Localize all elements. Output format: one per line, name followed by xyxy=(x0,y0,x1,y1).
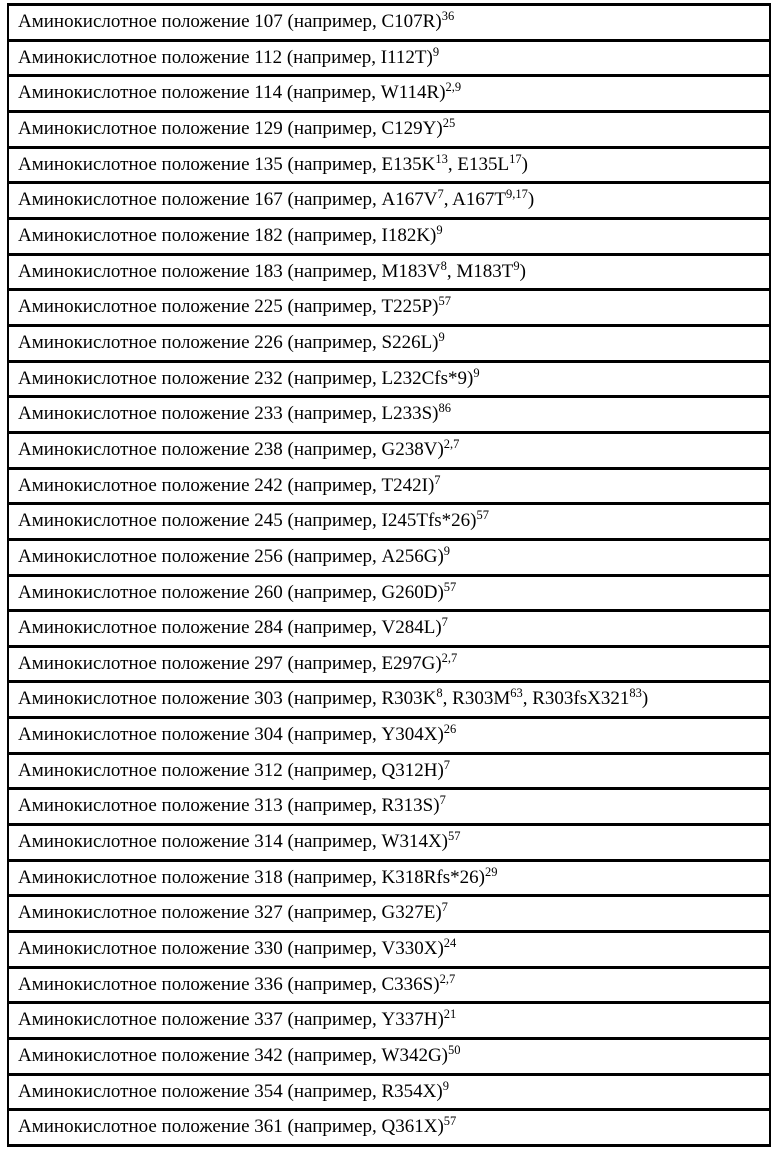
table-row xyxy=(9,398,769,434)
table-row xyxy=(9,683,769,719)
table-row xyxy=(9,327,769,363)
row-superscript: 9 xyxy=(473,365,480,380)
table-row xyxy=(9,470,769,506)
table-row xyxy=(9,77,769,113)
row-superscript: 7 xyxy=(437,187,444,202)
row-superscript: 8 xyxy=(436,686,443,701)
row-text: Аминокислотное положение 238 (например, G238V) xyxy=(18,438,444,460)
row-superscript: 9,17 xyxy=(505,187,528,202)
row-superscript: 13 xyxy=(435,151,448,166)
row-text: Аминокислотное положение 330 (например, V330X) xyxy=(18,938,444,960)
table-row xyxy=(9,149,769,185)
row-text: Аминокислотное положение 260 (например, G260D) xyxy=(18,581,444,603)
row-text: Аминокислотное положение 242 (например, T242I) xyxy=(18,474,435,496)
row-text: Аминокислотное положение 327 (например, G327E) xyxy=(18,902,442,924)
table-row xyxy=(9,790,769,826)
row-superscript: 7 xyxy=(443,757,451,772)
table-row xyxy=(9,42,769,78)
table-row xyxy=(9,184,769,220)
table-row xyxy=(9,897,769,933)
row-text: Аминокислотное положение 182 (например, I182K) xyxy=(18,224,437,246)
row-text: Аминокислотное положение 361 (например, Q361X) xyxy=(18,1116,444,1138)
row-superscript: 2,7 xyxy=(439,971,456,986)
row-text: Аминокислотное положение 304 (например, Y304X) xyxy=(18,724,444,746)
row-text: Аминокислотное положение 313 (например, R313S) xyxy=(18,795,440,817)
row-superscript: 25 xyxy=(442,115,456,130)
row-superscript: 17 xyxy=(509,151,522,166)
row-text: , A167T xyxy=(443,189,506,211)
table-row xyxy=(9,6,769,42)
row-superscript: 29 xyxy=(484,864,498,879)
table-row xyxy=(9,933,769,969)
row-superscript: 9 xyxy=(443,543,451,558)
row-text: Аминокислотное положение 233 (например, L233S) xyxy=(18,403,439,425)
table-row xyxy=(9,113,769,149)
row-text: Аминокислотное положение 135 (например, E135K xyxy=(18,153,436,175)
row-text: Аминокислотное положение 232 (например, L232Cfs*9) xyxy=(18,367,474,389)
table-row xyxy=(9,1004,769,1040)
row-text: Аминокислотное положение 318 (например, K318Rfs*26) xyxy=(18,866,485,888)
row-superscript: 83 xyxy=(629,686,642,701)
table-row xyxy=(9,719,769,755)
row-superscript: 36 xyxy=(441,9,455,23)
row-superscript: 57 xyxy=(443,579,457,594)
row-superscript: 2,7 xyxy=(441,650,458,665)
row-text: Аминокислотное положение 284 (например, V284L) xyxy=(18,617,442,639)
table-row xyxy=(9,969,769,1005)
table-row xyxy=(9,612,769,648)
row-text: Аминокислотное положение 129 (например, C129Y) xyxy=(18,117,443,139)
row-text: , R303fsX321 xyxy=(522,688,630,710)
table-row xyxy=(9,1111,769,1147)
row-text: , E135L xyxy=(447,153,510,175)
amino-acid-position-table xyxy=(7,3,771,1147)
row-superscript: 26 xyxy=(443,722,457,737)
row-superscript: 9 xyxy=(513,258,520,273)
row-superscript: 2,9 xyxy=(445,80,462,95)
row-superscript: 7 xyxy=(439,793,446,808)
row-superscript: 57 xyxy=(438,294,452,309)
row-text: Аминокислотное положение 225 (например, T225P) xyxy=(18,296,439,318)
row-superscript: 21 xyxy=(443,1007,457,1022)
row-text: ) xyxy=(519,260,526,282)
row-text: Аминокислотное положение 312 (например, Q312H) xyxy=(18,759,444,781)
row-text: Аминокислотное положение 256 (например, A256G) xyxy=(18,545,444,567)
row-superscript: 7 xyxy=(434,472,441,487)
row-text: Аминокислотное положение 297 (например, E297G) xyxy=(18,652,442,674)
row-superscript: 63 xyxy=(510,686,523,701)
row-superscript: 2,7 xyxy=(443,436,460,451)
row-superscript: 9 xyxy=(438,329,445,344)
table-row xyxy=(9,256,769,292)
row-superscript: 7 xyxy=(441,900,448,915)
row-text: Аминокислотное положение 303 (например, R303K xyxy=(18,688,437,710)
row-text: Аминокислотное положение 337 (например, Y337H) xyxy=(18,1009,444,1031)
row-text: Аминокислотное положение 336 (например, C336S) xyxy=(18,973,440,995)
row-superscript: 86 xyxy=(438,401,452,416)
table-row xyxy=(9,541,769,577)
row-text: ) xyxy=(527,189,535,211)
table-row xyxy=(9,363,769,399)
row-text: Аминокислотное положение 314 (например, W314X) xyxy=(18,831,448,853)
row-superscript: 9 xyxy=(432,44,440,59)
row-text: ) xyxy=(521,153,528,175)
table-row xyxy=(9,755,769,791)
row-text: ) xyxy=(641,688,649,710)
row-superscript: 9 xyxy=(442,1078,449,1093)
table-row xyxy=(9,1076,769,1112)
row-superscript: 57 xyxy=(476,508,489,523)
row-text: Аминокислотное положение 167 (например, A167V xyxy=(18,189,438,211)
row-text: Аминокислотное положение 354 (например, R354X) xyxy=(18,1080,443,1102)
row-superscript: 7 xyxy=(441,615,448,630)
table-row xyxy=(9,434,769,470)
row-superscript: 57 xyxy=(443,1114,457,1129)
row-superscript: 8 xyxy=(440,258,447,273)
row-text: , R303M xyxy=(442,688,511,710)
row-superscript: 24 xyxy=(443,936,457,951)
table-row xyxy=(9,862,769,898)
row-text: Аминокислотное положение 226 (например, S226L) xyxy=(18,331,439,353)
table-row xyxy=(9,1040,769,1076)
row-text: Аминокислотное положение 114 (например, W114R) xyxy=(18,82,446,104)
row-text: , M183T xyxy=(446,260,514,282)
row-superscript: 50 xyxy=(448,1043,461,1058)
row-superscript: 57 xyxy=(448,829,461,844)
table-row xyxy=(9,826,769,862)
table-row xyxy=(9,505,769,541)
row-text: Аминокислотное положение 342 (например, W342G) xyxy=(18,1045,448,1067)
row-text: Аминокислотное положение 112 (например, I112T) xyxy=(18,46,433,68)
row-superscript: 9 xyxy=(436,222,443,237)
table-row xyxy=(9,291,769,327)
table-row xyxy=(9,577,769,613)
row-text: Аминокислотное положение 183 (например, M183V xyxy=(18,260,441,282)
row-text: Аминокислотное положение 107 (например, C107R) xyxy=(18,11,442,32)
table-row xyxy=(9,648,769,684)
table-row xyxy=(9,220,769,256)
row-text: Аминокислотное положение 245 (например, I245Tfs*26) xyxy=(18,510,477,532)
